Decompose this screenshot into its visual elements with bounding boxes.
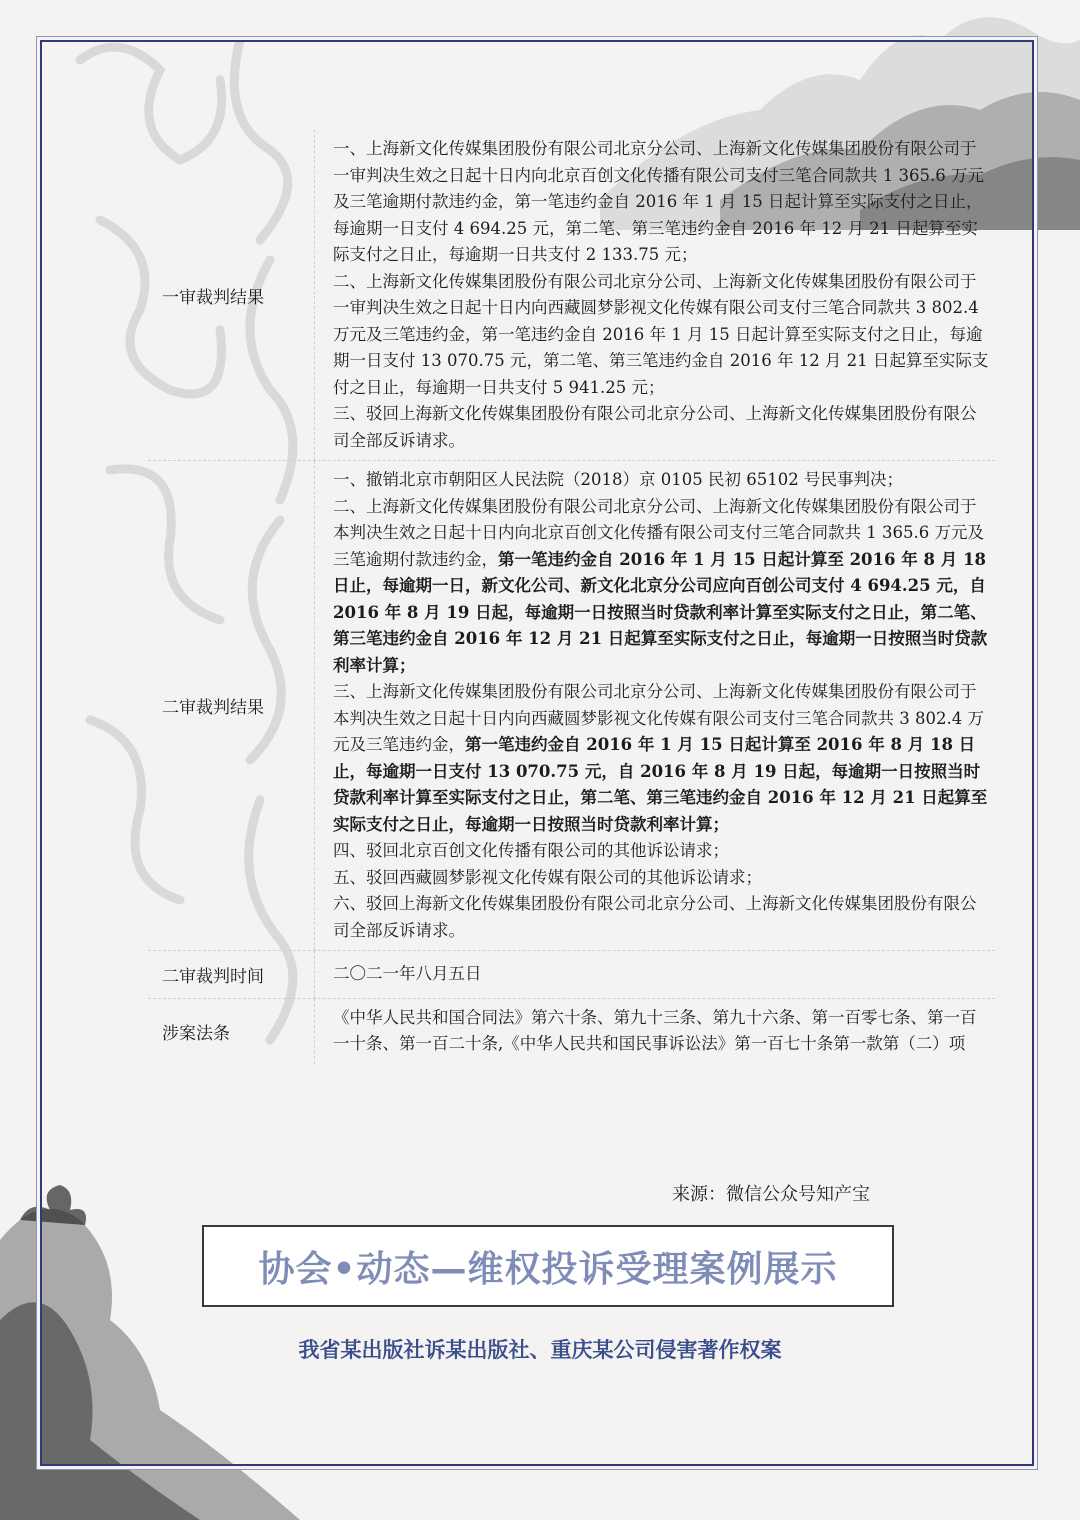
row-content (314, 951, 995, 998)
paragraph-bold-text: 第一笔违约金自 2016 年 1 月 15 日起计算至 2016 年 8 月 18 日止，每逾期一日支付 13 070.75 元，自 2016 年 8 月 19 日起，每逾期一日按照当时贷款利率计算至实际支付之日止，第二笔、第三笔违约金自 2016 年 12 月 21 日起算至实际支付之日止，每逾期一日按照当时贷款利率计算； (333, 735, 988, 834)
row-related-laws (148, 999, 995, 1064)
row-label: 二审裁判结果 (162, 698, 264, 718)
row-label: 二审裁判时间 (162, 966, 264, 987)
paragraph: 三、驳回上海新文化传媒集团股份有限公司北京分公司、上海新文化传媒集团股份有限公司全部反诉请求。 (333, 404, 977, 450)
row-label: 涉案法条 (162, 1023, 230, 1044)
section-banner (202, 1225, 894, 1307)
paragraph-bold-text: 第一笔违约金自 2016 年 1 月 15 日起计算至 2016 年 8 月 18 日止，每逾期一日，新文化公司、新文化北京分公司应向百创公司支付 4 694.25 元，自 2016 年 8 月 19 日起，每逾期一日按照当时贷款利率计算至实际支付之日止，第二笔、第三笔违约金自 2016 年 12 月 21 日起算至实际支付之日止，每逾期一日按照当时贷款利率计算； (333, 549, 988, 675)
paragraph: 五、驳回西藏圆梦影视文化传媒有限公司的其他诉讼请求； (333, 867, 762, 887)
paragraph (333, 679, 991, 838)
paragraph-text: 三、上海新文化传媒集团股份有限公司北京分公司、上海新文化传媒集团股份有限公司于本判决生效之日起十日内向西藏圆梦影视文化传媒有限公司支付三笔合同款共 3 802.4 万元及三笔违约金， (333, 682, 984, 754)
paragraph: 《中华人民共和国合同法》第六十条、第九十三条、第九十六条、第一百零七条、第一百一十条、第一百二十条,《中华人民共和国民事诉讼法》第一百七十条第一款第（二）项 (333, 1007, 977, 1053)
paragraph: 二〇二一年八月五日 (333, 964, 482, 983)
case-table (148, 130, 995, 1064)
row-first-instance-result (148, 130, 995, 461)
paragraph: 一、撤销北京市朝阳区人民法院（2018）京 0105 民初 65102 号民事判决； (333, 470, 903, 489)
row-content (314, 130, 995, 460)
paragraph: 二、上海新文化传媒集团股份有限公司北京分公司、上海新文化传媒集团股份有限公司于一审判决生效之日起十日内向西藏圆梦影视文化传媒有限公司支付三笔合同款共 3 802.4 万元及三笔违约金，第一笔违约金自 2016 年 1 月 15 日起计算至实际支付之日止，每逾期一日支付 13 070.75 元，第二笔、第三笔违约金自 2016 年 12 月 21 日起算至实际支付之日止，每逾期一日共支付 5 941.25 元； (333, 271, 989, 397)
paragraph (333, 494, 991, 680)
row-second-instance-result (148, 461, 995, 951)
paragraph: 一、上海新文化传媒集团股份有限公司北京分公司、上海新文化传媒集团股份有限公司于一审判决生效之日起十日内向北京百创文化传播有限公司支付三笔合同款共 1 365.6 万元及三笔逾期付款违约金，第一笔违约金自 2016 年 1 月 15 日起计算至实际支付之日止，每逾期一日支付 4 694.25 元，第二笔、第三笔违约金自 2016 年 12 月 21 日起算至实际支付之日止，每逾期一日共支付 2 133.75 元； (333, 139, 984, 264)
case-subtitle: 我省某出版社诉某出版社、重庆某公司侵害著作权案 (298, 1338, 782, 1362)
paragraph-text: 二、上海新文化传媒集团股份有限公司北京分公司、上海新文化传媒集团股份有限公司于本判决生效之日起十日内向北京百创文化传播有限公司支付三笔合同款共 1 365.6 万元及三笔逾期付款违约金， (333, 496, 984, 569)
row-content (314, 999, 995, 1064)
row-label: 一审裁判结果 (162, 287, 264, 308)
paragraph: 四、驳回北京百创文化传播有限公司的其他诉讼请求； (333, 841, 729, 860)
paragraph: 六、驳回上海新文化传媒集团股份有限公司北京分公司、上海新文化传媒集团股份有限公司全部反诉请求。 (333, 894, 977, 940)
row-content (314, 461, 995, 950)
banner-title: 协会•动态—维权投诉受理案例展示 (258, 1248, 838, 1290)
source-note: 来源：微信公众号知产宝 (672, 1184, 870, 1205)
row-second-instance-time (148, 951, 995, 999)
